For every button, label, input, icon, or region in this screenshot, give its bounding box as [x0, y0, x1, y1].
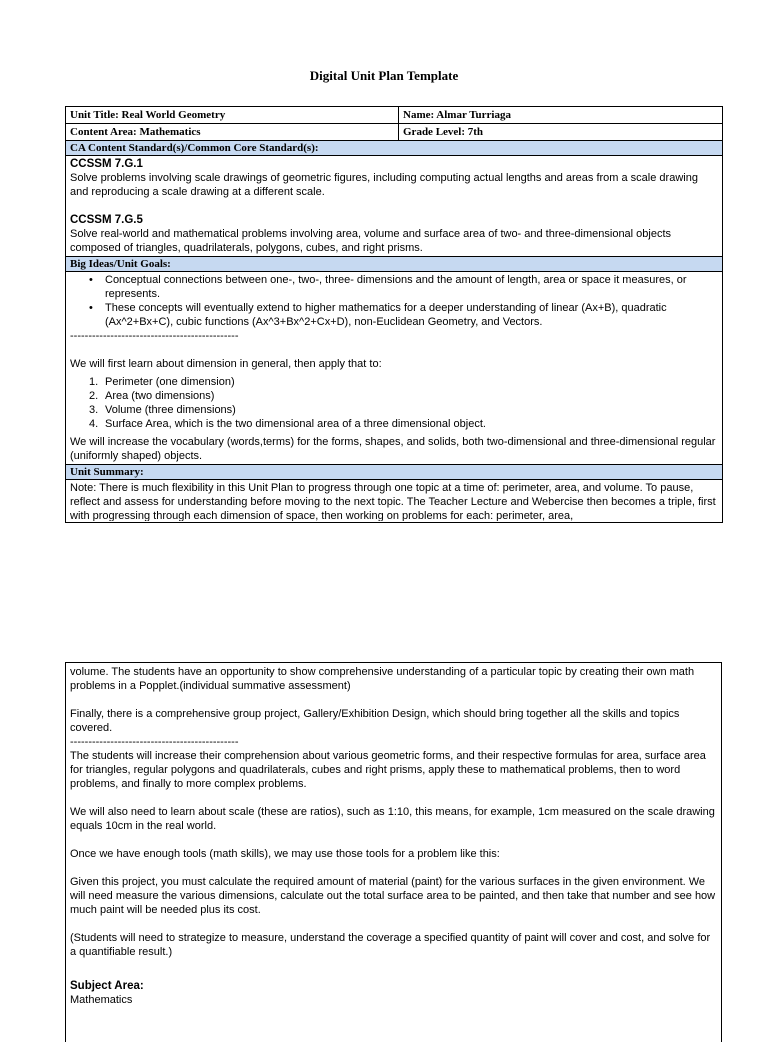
- unit-summary-body: [66, 480, 723, 523]
- subject-area-label: Subject Area:: [70, 980, 144, 992]
- big-ideas-heading: Big Ideas/Unit Goals:: [66, 257, 723, 272]
- unit-plan-table: [65, 106, 723, 523]
- standard-code: CCSSM 7.G.1: [70, 158, 143, 170]
- summary-paragraph: The students will increase their comprehension about various geometric forms, and their respective formulas for area, surface area for triangles, regular polygons and quadrilaterals, cubes and right prisms, apply these to mathematical problems, then to word problems, and finally to more complex problems.: [70, 750, 706, 790]
- summary-heading-row: [66, 465, 723, 480]
- list-item: 3. Volume (three dimensions): [89, 404, 236, 416]
- big-ideas-heading-row: [66, 257, 723, 272]
- bullet-item: • These concepts will eventually extend to higher mathematics for a deeper understanding of linear (Ax+B), quadratic (Ax^2+Bx+C), cubic functions (Ax^3+Bx^2+Cx+D), non-Euclidean Geometry, and Vectors.: [105, 301, 718, 329]
- bullet-item: • Conceptual connections between one-, two-, three- dimensions and the amount of length, area or space it measures, or represents.: [105, 273, 718, 301]
- grade-level-cell: Grade Level: 7th: [399, 124, 723, 141]
- divider-line: ----------------------------------------------: [70, 330, 239, 342]
- list-item: 1. Perimeter (one dimension): [89, 376, 235, 388]
- subject-area-value: Mathematics: [70, 994, 133, 1006]
- list-item: 2. Area (two dimensions): [89, 390, 215, 402]
- summary-paragraph: Given this project, you must calculate the required amount of material (paint) for the various surfaces in the given environment. We will need measure the various dimensions, calculate out the total surface area to be painted, and then take that number and see how much paint will be needed plus its cost.: [70, 876, 716, 916]
- name-cell: Name: Almar Turriaga: [399, 107, 723, 124]
- summary-body-row: [66, 480, 723, 523]
- summary-paragraph: We will also need to learn about scale (these are ratios), such as 1:10, this means, for example, 1cm measured on the scale drawing equals 10cm in the real world.: [70, 806, 715, 832]
- unit-summary-heading: Unit Summary:: [66, 465, 723, 480]
- big-ideas-body-row: [66, 272, 723, 465]
- standard-text: Solve problems involving scale drawings of geometric figures, including computing actual lengths and areas from a scale drawing and reproducing a scale drawing at a different scale.: [70, 172, 698, 198]
- standards-heading-row: [66, 141, 723, 156]
- summary-paragraph: volume. The students have an opportunity to show comprehensive understanding of a particular topic by creating their own math problems in a Popplet.(individual summative assessment): [70, 666, 695, 692]
- standards-body: [66, 156, 723, 257]
- summary-paragraph: Once we have enough tools (math skills), we may use those tools for a problem like this:: [70, 848, 500, 860]
- summary-paragraph: (Students will need to strategize to measure, understand the coverage a specified quantity of paint will cover and cost, and solve for a quantifiable result.): [70, 932, 711, 958]
- header-row-2: [66, 124, 723, 141]
- header-row-1: [66, 107, 723, 124]
- vocabulary-paragraph: We will increase the vocabulary (words,terms) for the forms, shapes, and solids, both two-dimensional and three-dimensional regular (uniformly shaped) objects.: [70, 436, 716, 462]
- dimension-list: [70, 375, 718, 431]
- divider-line: ----------------------------------------------: [70, 736, 239, 748]
- page-two-continuation: [65, 662, 722, 1042]
- standards-body-row: [66, 156, 723, 257]
- standards-heading: CA Content Standard(s)/Common Core Standard(s):: [66, 141, 723, 156]
- unit-title-cell: Unit Title: Real World Geometry: [66, 107, 399, 124]
- standard-text: Solve real-world and mathematical problems involving area, volume and surface area of two- and three-dimensional objects composed of triangles, quadrilaterals, polygons, cubes, and right prisms.: [70, 228, 672, 254]
- standard-code: CCSSM 7.G.5: [70, 214, 143, 226]
- content-area-cell: Content Area: Mathematics: [66, 124, 399, 141]
- big-ideas-bullet-list: [70, 273, 718, 329]
- summary-paragraph: Finally, there is a comprehensive group project, Gallery/Exhibition Design, which should bring together all the skills and topics covered.: [70, 708, 680, 734]
- summary-note: Note: There is much flexibility in this Unit Plan to progress through one topic at a time of: perimeter, area, and volume. To pause, reflect and assess for understanding before moving to the next topic. The Teacher Lecture and Webercise then becomes a triple, first with progressing through each dimension of space, then working on problems for each: perimeter, area,: [70, 482, 716, 521]
- list-item: 4. Surface Area, which is the two dimensional area of a three dimensional object.: [89, 418, 486, 430]
- big-ideas-body: [66, 272, 723, 465]
- dimension-intro: We will first learn about dimension in general, then apply that to:: [70, 358, 382, 370]
- document-title: Digital Unit Plan Template: [309, 68, 459, 83]
